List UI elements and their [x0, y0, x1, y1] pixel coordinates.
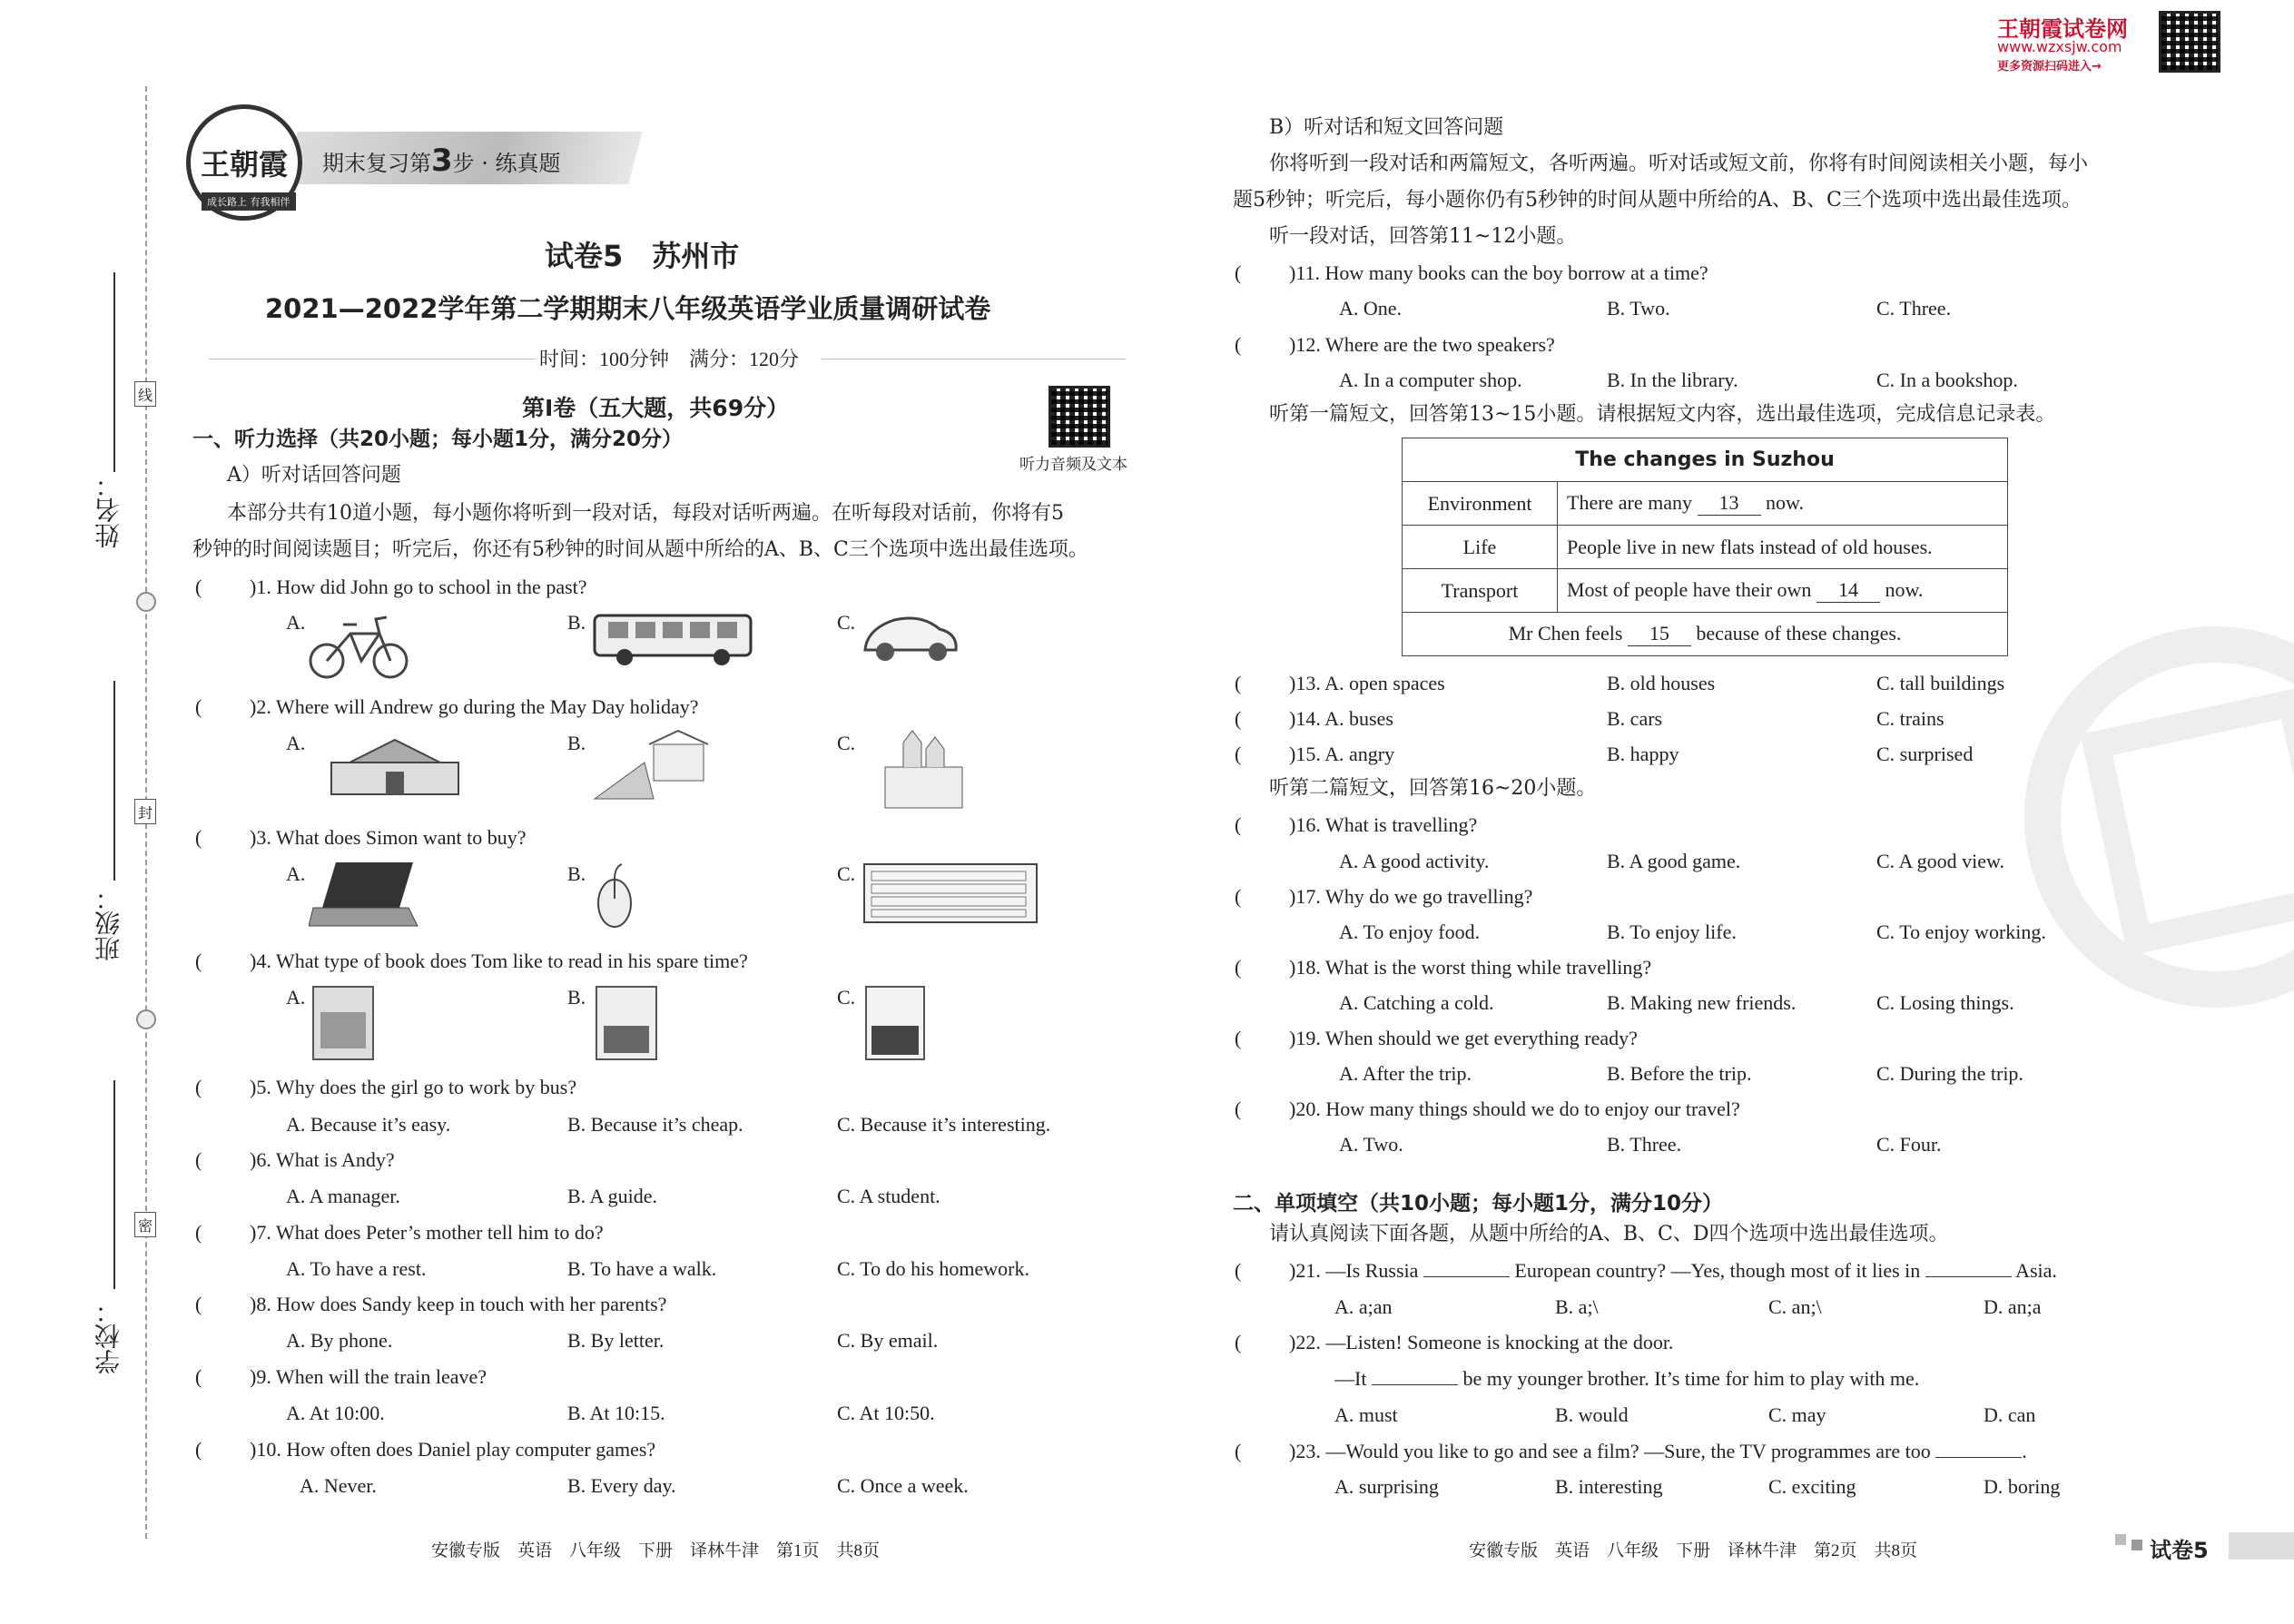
blank[interactable] [1423, 1276, 1510, 1277]
option-a[interactable]: A. By phone. [286, 1329, 393, 1352]
option-b[interactable]: B. a;\ [1555, 1295, 1599, 1318]
page-tag-bar [2229, 1532, 2294, 1560]
blank-14[interactable]: 14 [1816, 578, 1880, 603]
option-c[interactable]: C. Three. [1876, 297, 1952, 320]
option-label[interactable]: C. [837, 732, 856, 754]
option-a[interactable]: A. Because it’s easy. [286, 1113, 451, 1136]
question-5: )5. Why does the girl go to work by bus? [250, 1076, 577, 1098]
table-cell: Most of people have their own 14 now. [1558, 569, 2008, 613]
subsection-b: B）听对话和短文回答问题 [1269, 116, 1504, 139]
option-label[interactable]: A. [286, 862, 306, 885]
option-b[interactable]: B. interesting [1555, 1475, 1663, 1498]
question-22: )22. —Listen! Someone is knocking at the door. [1289, 1331, 1674, 1353]
question-11: )11. How many books can the boy borrow at a time? [1289, 261, 1708, 284]
question-18: )18. What is the worst thing while travelling? [1289, 956, 1652, 979]
option-label[interactable]: C. [837, 986, 856, 1009]
option-a[interactable]: A. To enjoy food. [1339, 920, 1481, 943]
option-label[interactable]: C. [837, 611, 856, 634]
option-label[interactable]: B. [567, 732, 586, 754]
question-17: )17. Why do we go travelling? [1289, 885, 1533, 908]
seal-mark-line: 线 [134, 381, 156, 407]
option-b[interactable]: B. A good game. [1607, 850, 1741, 872]
answer-paren[interactable]: ( [1235, 1027, 1242, 1049]
option-label[interactable]: A. [286, 611, 306, 634]
option-c[interactable]: C. A student. [837, 1185, 940, 1207]
question-3: )3. What does Simon want to buy? [250, 826, 527, 849]
table-cell: There are many 13 now. [1558, 482, 2008, 526]
option-b[interactable]: B. By letter. [567, 1329, 665, 1352]
question-6: )6. What is Andy? [250, 1148, 395, 1171]
answer-paren[interactable]: ( [195, 826, 202, 849]
paper-subtitle: 2021—2022学年第二学期期末八年级英语学业质量调研试卷 [265, 293, 991, 324]
car-icon [858, 606, 962, 670]
table-label: Environment [1403, 482, 1558, 526]
question-19: )19. When should we get everything ready? [1289, 1027, 1638, 1049]
question-16: )16. What is travelling? [1289, 813, 1478, 836]
option-a[interactable]: A. surprising [1334, 1475, 1439, 1498]
option-a[interactable]: A. To have a rest. [286, 1257, 427, 1280]
page-tag-decor [2132, 1540, 2142, 1550]
question-20: )20. How many things should we do to enjoy our travel? [1289, 1097, 1740, 1120]
option-b[interactable]: B. cars [1607, 707, 1663, 730]
passage2-intro: 听第二篇短文，回答第16~20小题。 [1269, 777, 1597, 800]
question-1: )1. How did John go to school in the past? [250, 576, 587, 598]
laptop-icon [309, 858, 422, 930]
option-c[interactable]: C. To enjoy working. [1876, 920, 2046, 943]
book-cover-icon [595, 985, 660, 1062]
question-2: )2. Where will Andrew go during the May Day holiday? [250, 695, 699, 718]
option-a[interactable]: A. a;an [1334, 1295, 1393, 1318]
option-d[interactable]: D. an;a [1984, 1295, 2042, 1318]
option-b[interactable]: B. would [1555, 1403, 1629, 1426]
answer-paren[interactable]: ( [1235, 1440, 1242, 1462]
option-c[interactable]: C. By email. [837, 1329, 939, 1352]
option-label[interactable]: B. [567, 611, 586, 634]
question-7: )7. What does Peter’s mother tell him to do? [250, 1221, 604, 1244]
answer-paren[interactable]: ( [195, 1293, 202, 1315]
name-label: 姓名： [94, 472, 123, 548]
option-c[interactable]: C. Once a week. [837, 1474, 969, 1497]
option-b[interactable]: B. Every day. [567, 1474, 676, 1497]
question-23: )23. —Would you like to go and see a film? —Sure, the TV programmes are too . [1289, 1440, 2027, 1462]
answer-paren[interactable]: ( [195, 1221, 202, 1244]
blank[interactable] [1935, 1457, 2022, 1458]
option-b[interactable]: B. In the library. [1607, 369, 1738, 391]
answer-paren[interactable]: ( [195, 576, 202, 598]
option-label[interactable]: A. [286, 986, 306, 1009]
review-step-banner: 期末复习第3步 · 练真题 [322, 143, 561, 179]
site-url[interactable]: www.wzxsjw.com [1997, 38, 2122, 55]
answer-paren[interactable]: ( [1235, 1331, 1242, 1353]
site-brand-name: 王朝霞试卷网 [1997, 16, 2128, 42]
section2-heading: 二、单项填空（共10小题；每小题1分，满分10分） [1233, 1192, 1724, 1216]
option-c[interactable]: C. At 10:50. [837, 1402, 935, 1424]
option-b[interactable]: B. To have a walk. [567, 1257, 717, 1280]
mouse-icon [595, 862, 635, 930]
blank-13[interactable]: 13 [1698, 491, 1761, 516]
answer-paren[interactable]: ( [195, 1148, 202, 1171]
option-c[interactable]: C. may [1768, 1403, 1826, 1426]
class-label: 班级： [94, 885, 123, 961]
name-field[interactable] [113, 272, 115, 472]
time-score: 时间：100分钟 满分：120分 [539, 348, 800, 370]
option-b[interactable]: B. Three. [1607, 1133, 1682, 1156]
answer-paren[interactable]: ( [1235, 1259, 1242, 1282]
option-b[interactable]: B. old houses [1607, 672, 1716, 694]
paper-tag: 试卷5 [2150, 1538, 2209, 1563]
answer-paren[interactable]: ( [195, 950, 202, 972]
question-9: )9. When will the train leave? [250, 1365, 487, 1388]
answer-paren[interactable]: ( [195, 1365, 202, 1388]
binding-hole-icon [136, 1009, 156, 1029]
option-b[interactable]: B. At 10:15. [567, 1402, 665, 1424]
suzhou-book-icon [864, 985, 928, 1062]
option-b[interactable]: B. Two. [1607, 297, 1670, 320]
option-label[interactable]: C. [837, 862, 856, 885]
answer-paren[interactable]: ( [1235, 333, 1242, 356]
option-c[interactable]: C. Four. [1876, 1133, 1942, 1156]
option-a[interactable]: A. Never. [300, 1474, 377, 1497]
answer-paren[interactable]: ( [195, 695, 202, 718]
option-c[interactable]: C. During the trip. [1876, 1062, 2023, 1085]
answer-paren[interactable]: ( [1235, 1097, 1242, 1120]
seal-mark-seal: 封 [134, 799, 156, 824]
bus-icon [590, 608, 758, 672]
info-record-table [1402, 438, 2008, 656]
blank[interactable] [1925, 1276, 2012, 1277]
option-d[interactable]: D. can [1984, 1403, 2036, 1426]
question-4: )4. What type of book does Tom like to read in his spare time? [250, 950, 748, 972]
keyboard-icon [862, 862, 1039, 926]
dialogue-intro: 听一段对话，回答第11~12小题。 [1269, 225, 1577, 248]
option-c[interactable]: C. an;\ [1768, 1295, 1822, 1318]
gate-tower-icon [322, 726, 468, 799]
answer-paren[interactable]: ( [1235, 743, 1242, 765]
paper-title: 试卷5 苏州市 [545, 239, 740, 273]
question-22-line2: —It be my younger brother. It’s time for him to play with me. [1334, 1367, 1920, 1390]
blank[interactable] [1372, 1384, 1458, 1385]
option-d[interactable]: D. boring [1984, 1475, 2061, 1498]
school-label: 学校： [94, 1298, 123, 1374]
option-c[interactable]: C. surprised [1876, 743, 1974, 765]
passage1-intro: 听第一篇短文，回答第13~15小题。请根据短文内容，选出最佳选项，完成信息记录表。 [1269, 403, 2056, 426]
option-c[interactable]: C. A good view. [1876, 850, 2004, 872]
qr-caption: 听力音频及文本 [1019, 456, 1127, 474]
table-label: Life [1403, 526, 1558, 569]
option-a[interactable]: A. must [1334, 1403, 1398, 1426]
instruction: 本部分共有10道小题，每小题你将听到一段对话，每段对话听两遍。在听每段对话前，你将有5 [227, 502, 1064, 525]
option-a[interactable]: A. A manager. [286, 1185, 400, 1207]
table-label: Transport [1403, 569, 1558, 613]
instruction: 题5秒钟；听完后，每小题你仍有5秒钟的时间从题中所给的A、B、C三个选项中选出最佳选项。 [1233, 189, 2082, 212]
class-field[interactable] [113, 681, 115, 881]
section1-heading: 一、听力选择（共20小题；每小题1分，满分20分） [192, 428, 684, 451]
subsection-a: A）听对话回答问题 [227, 464, 401, 487]
bicycle-icon [307, 608, 411, 681]
school-field[interactable] [113, 1080, 115, 1289]
option-a[interactable]: A. In a computer shop. [1339, 369, 1522, 391]
option-b[interactable]: B. Before the trip. [1607, 1062, 1752, 1085]
blank-15[interactable]: 15 [1628, 622, 1691, 646]
answer-paren[interactable]: ( [1235, 813, 1242, 836]
option-a[interactable]: A. One. [1339, 297, 1403, 320]
page-footer-1: 安徽专版 英语 八年级 下册 译林牛津 第1页 共8页 [431, 1541, 881, 1560]
option-b[interactable]: B. A guide. [567, 1185, 658, 1207]
answer-paren[interactable]: ( [1235, 956, 1242, 979]
binding-hole-icon [136, 592, 156, 612]
table-cell: Mr Chen feels 15 because of these changes. [1403, 613, 2008, 656]
answer-paren[interactable]: ( [1235, 261, 1242, 284]
question-8: )8. How does Sandy keep in touch with her parents? [250, 1293, 667, 1315]
option-a[interactable]: A. After the trip. [1339, 1062, 1472, 1085]
book-cover-icon [311, 985, 377, 1062]
audio-qr-code[interactable] [1049, 386, 1110, 448]
table-title: The changes in Suzhou [1403, 438, 2008, 482]
option-a[interactable]: A. Two. [1339, 1133, 1403, 1156]
question-14[interactable]: )14. A. buses [1289, 707, 1393, 730]
table-cell: People live in new flats instead of old houses. [1558, 526, 2008, 569]
option-a[interactable]: A. Catching a cold. [1339, 991, 1494, 1014]
option-b[interactable]: B. Making new friends. [1607, 991, 1797, 1014]
instruction: 你将听到一段对话和两篇短文，各听两遍。听对话或短文前，你将有时间阅读相关小题，每小 [1269, 153, 2089, 175]
answer-paren[interactable]: ( [195, 1438, 202, 1461]
page-tag-decor [2115, 1534, 2126, 1545]
answer-paren[interactable]: ( [1235, 707, 1242, 730]
question-15[interactable]: )15. A. angry [1289, 743, 1395, 765]
page-footer-2: 安徽专版 英语 八年级 下册 译林牛津 第2页 共8页 [1469, 1541, 1918, 1560]
castle-icon [867, 726, 980, 812]
answer-paren[interactable]: ( [195, 1076, 202, 1098]
option-c[interactable]: C. tall buildings [1876, 672, 2005, 694]
option-a[interactable]: A. At 10:00. [286, 1402, 385, 1424]
answer-paren[interactable]: ( [1235, 672, 1242, 694]
option-b[interactable]: B. To enjoy life. [1607, 920, 1737, 943]
part1-heading: 第Ⅰ卷（五大题，共69分） [522, 395, 790, 421]
scan-text: 更多资源扫码进入→ [1997, 60, 2102, 74]
question-13[interactable]: )13. A. open spaces [1289, 672, 1445, 694]
instruction: 秒钟的时间阅读题目；听完后，你还有5秒钟的时间从题中所给的A、B、C三个选项中选出最佳选项。 [192, 538, 1088, 561]
option-c[interactable]: C. exciting [1768, 1475, 1856, 1498]
option-label[interactable]: B. [567, 986, 586, 1009]
question-21: )21. —Is Russia European country? —Yes, though most of it lies in Asia. [1289, 1259, 2057, 1282]
question-12: )12. Where are the two speakers? [1289, 333, 1555, 356]
option-c[interactable]: C. Losing things. [1876, 991, 2014, 1014]
riverside-town-icon [590, 726, 713, 803]
answer-paren[interactable]: ( [1235, 885, 1242, 908]
question-10: )10. How often does Daniel play computer games? [250, 1438, 656, 1461]
option-c[interactable]: C. To do his homework. [837, 1257, 1029, 1280]
option-label[interactable]: A. [286, 732, 306, 754]
brand-logo: 王朝霞 [186, 104, 302, 221]
option-c[interactable]: C. trains [1876, 707, 1944, 730]
option-c[interactable]: C. Because it’s interesting. [837, 1113, 1051, 1136]
option-b[interactable]: B. Because it’s cheap. [567, 1113, 743, 1136]
logo-slogan: 成长路上 有我相伴 [202, 192, 296, 211]
option-a[interactable]: A. A good activity. [1339, 850, 1490, 872]
option-c[interactable]: C. In a bookshop. [1876, 369, 2018, 391]
option-label[interactable]: B. [567, 862, 586, 885]
seal-mark-secret: 密 [134, 1212, 156, 1237]
section2-instruction: 请认真阅读下面各题，从题中所给的A、B、C、D四个选项中选出最佳选项。 [1269, 1223, 1949, 1245]
option-b[interactable]: B. happy [1607, 743, 1679, 765]
site-qr-code[interactable] [2159, 11, 2220, 73]
